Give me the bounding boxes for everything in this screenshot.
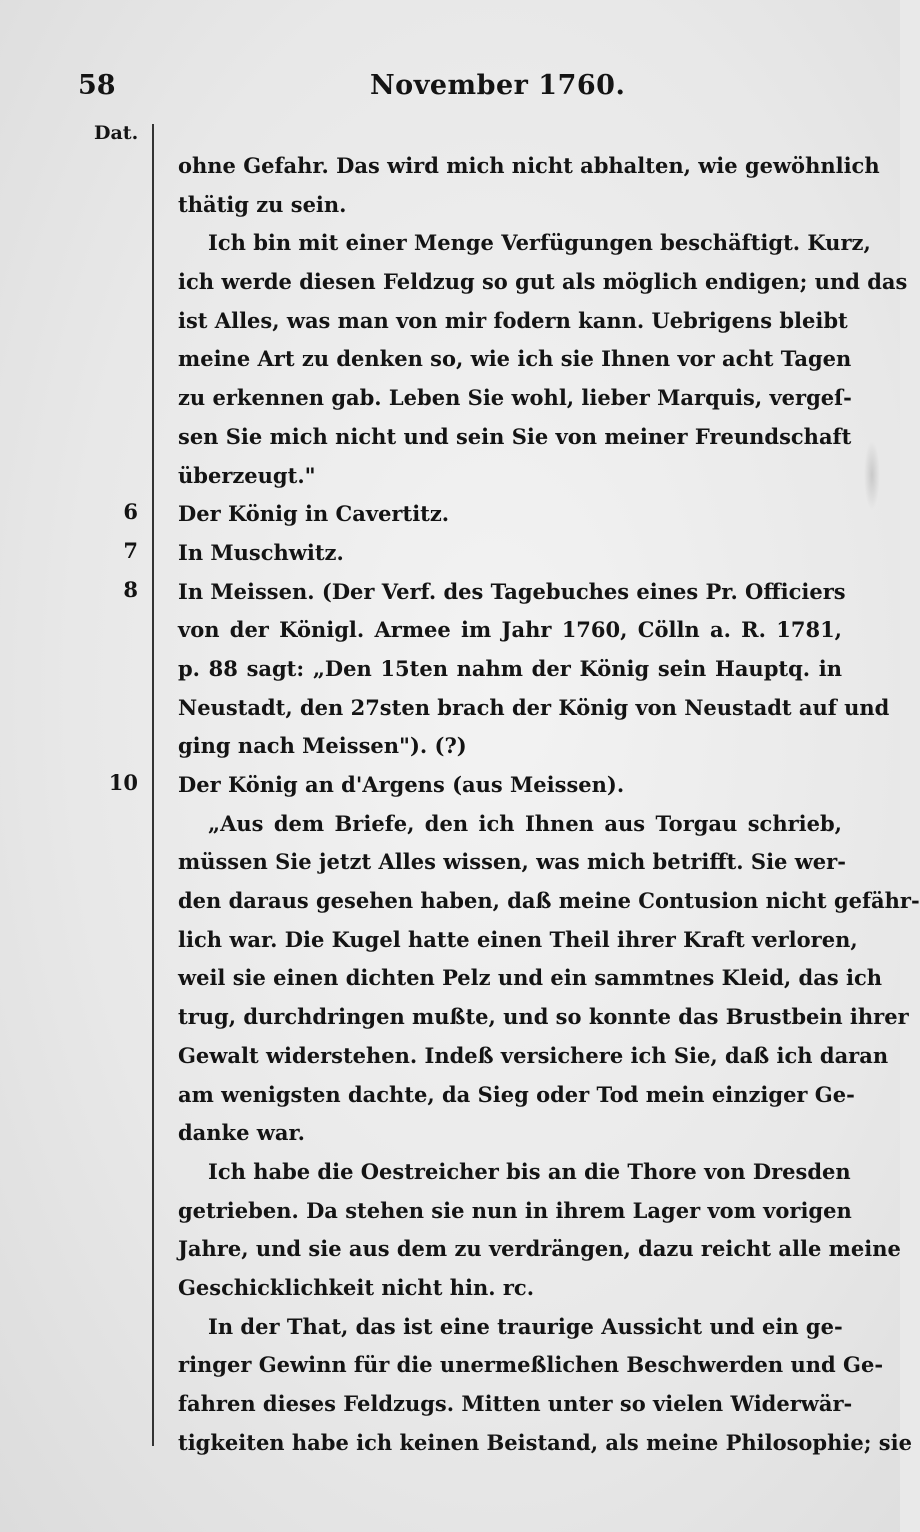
text-line: den daraus gesehen haben, daß meine Contusion nicht gefähr- (178, 888, 920, 914)
date-column-rule (152, 124, 154, 1446)
text-line: müssen Sie jetzt Alles wissen, was mich betrifft. Sie wer- (178, 849, 846, 875)
margin-date: 10 (108, 770, 138, 796)
text-line: thätig zu sein. (178, 191, 347, 217)
text-line: meine Art zu denken so, wie ich sie Ihnen vor acht Tagen (178, 346, 852, 372)
text-line: getrieben. Da stehen sie nun in ihrem Lager vom vorigen (178, 1197, 852, 1223)
margin-date: 7 (123, 538, 138, 563)
page-shadow (864, 440, 880, 510)
text-line: In Meissen. (Der Verf. des Tagebuches eines Pr. Officiers (178, 578, 846, 604)
text-line: fahren dieses Feldzugs. Mitten unter so vielen Widerwär- (178, 1391, 853, 1416)
text-line: In der That, das ist eine traurige Aussicht und ein ge- (208, 1313, 843, 1339)
text-line: ist Alles, was man von mir fodern kann. Uebrigens bleibt (178, 307, 848, 333)
text-line: „Aus dem Briefe, den ich Ihnen aus Torgau schrieb, (208, 810, 842, 836)
text-line: Gewalt widerstehen. Indeß versichere ich Sie, daß ich daran (178, 1042, 889, 1068)
text-line: Der König an d'Argens (aus Meissen). (178, 772, 625, 797)
text-line: von der Königl. Armee im Jahr 1760, Cölln a. R. 1781, (178, 617, 842, 643)
text-line: ohne Gefahr. Das wird mich nicht abhalten, wie gewöhnlich (178, 153, 880, 178)
margin-date: 6 (123, 499, 138, 525)
text-line: Ich bin mit einer Menge Verfügungen beschäftigt. Kurz, (208, 230, 871, 256)
text-line: Der König in Cavertitz. (178, 501, 450, 527)
page-header (78, 70, 840, 110)
text-line: weil sie einen dichten Pelz und ein sammtnes Kleid, das ich (178, 965, 882, 991)
margin-date: 8 (123, 576, 138, 602)
text-line: tigkeiten habe ich keinen Beistand, als meine Philosophie; sie (178, 1429, 912, 1455)
text-line: Neustadt, den 27sten brach der König von Neustadt auf und (178, 694, 890, 720)
text-line: danke war. (178, 1120, 305, 1146)
text-line: trug, durchdringen mußte, und so konnte das Brustbein ihrer (178, 1004, 909, 1030)
text-line: überzeugt." (178, 462, 316, 488)
text-line: In Muschwitz. (178, 539, 344, 565)
text-line: lich war. Die Kugel hatte einen Theil ihrer Kraft verloren, (178, 926, 858, 952)
text-line: Ich habe die Oestreicher bis an die Thore von Dresden (208, 1158, 851, 1184)
text-line: Geschicklichkeit nicht hin. rc. (178, 1274, 535, 1300)
page-number: 58 (78, 70, 116, 101)
text-line: sen Sie mich nicht und sein Sie von meiner Freundschaft (178, 423, 852, 449)
text-line: zu erkennen gab. Leben Sie wohl, lieber Marquis, vergeſ- (178, 385, 852, 411)
body-text (178, 147, 920, 1462)
date-column-label: Dat. (94, 122, 139, 144)
text-line: p. 88 sagt: „Den 15ten nahm der König sein Hauptq. in (178, 655, 842, 681)
running-head: November 1760. (370, 70, 626, 101)
text-line: ging nach Meissen"). (?) (178, 733, 467, 759)
text-line: am wenigsten dachte, da Sieg oder Tod mein einziger Ge- (178, 1081, 855, 1107)
text-line: ich werde diesen Feldzug so gut als möglich endigen; und das (178, 269, 908, 295)
text-line: ringer Gewinn für die unermeßlichen Beschwerden und Ge- (178, 1352, 884, 1378)
text-line: Jahre, und sie aus dem zu verdrängen, dazu reicht alle meine (178, 1236, 901, 1262)
